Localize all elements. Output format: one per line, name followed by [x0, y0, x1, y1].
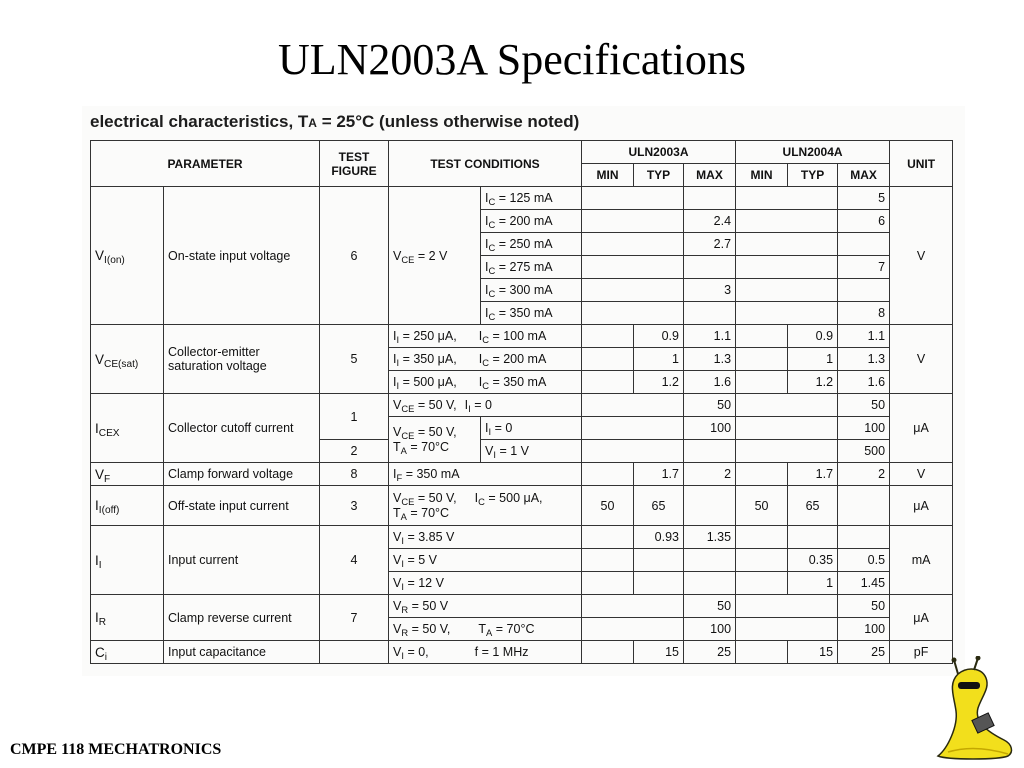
value-cell: 100	[684, 618, 736, 641]
header-typ: TYP	[634, 164, 684, 187]
value-cell: 1.45	[838, 572, 890, 595]
value-cell: 50	[684, 394, 736, 417]
course-footer: CMPE 118 MECHATRONICS	[10, 741, 222, 758]
header-uln2004a: ULN2004A	[736, 141, 890, 164]
header-max: MAX	[838, 164, 890, 187]
test-condition: $V_{CE} = 2$ V	[389, 187, 481, 325]
value-cell: 1	[634, 348, 684, 371]
test-condition: $V_I = 3.85$ V	[389, 526, 582, 549]
test-figure: 6	[320, 187, 389, 325]
param-description: Collector-emitter saturation voltage	[164, 325, 320, 394]
param-description: Clamp reverse current	[164, 595, 320, 641]
value-cell: 1.2	[788, 371, 838, 394]
unit-cell: V	[890, 325, 953, 394]
value-cell: 500	[838, 440, 890, 463]
param-symbol: $I_{I(off)}$	[91, 486, 164, 526]
table-row	[91, 641, 953, 664]
value-cell	[684, 549, 736, 572]
test-condition: $V_R = 50$ V	[389, 595, 582, 618]
value-cell	[684, 302, 736, 325]
table-row	[91, 325, 953, 348]
value-cell	[634, 549, 684, 572]
spec-table	[90, 140, 953, 664]
test-condition: $V_I = 5$ V	[389, 549, 582, 572]
value-cell: 1	[788, 348, 838, 371]
test-condition: $V_{CE} = 50$ V, $I_C = 500$ μA, $T_A = 70^\circ C$	[389, 486, 582, 526]
test-condition: $I_C = 300$ mA	[481, 279, 582, 302]
test-figure: 1	[320, 394, 389, 440]
value-cell: 1	[788, 572, 838, 595]
value-cell	[684, 187, 736, 210]
test-figure: 2	[320, 440, 389, 463]
value-cell: 2.4	[684, 210, 736, 233]
param-symbol: $I_I$	[91, 526, 164, 595]
header-unit: UNIT	[890, 141, 953, 187]
test-condition: $I_C = 275$ mA	[481, 256, 582, 279]
value-cell: 50	[582, 486, 634, 526]
unit-cell: V	[890, 463, 953, 486]
table-caption: electrical characteristics, TA = 25°C (unless otherwise noted)	[90, 112, 580, 131]
value-cell: 1.2	[634, 371, 684, 394]
test-condition: $I_C = 125$ mA	[481, 187, 582, 210]
test-condition: $I_C = 350$ mA	[481, 302, 582, 325]
header-test-conditions: TEST CONDITIONS	[389, 141, 582, 187]
value-cell: 2	[684, 463, 736, 486]
table-row	[91, 595, 953, 618]
value-cell: 1.1	[684, 325, 736, 348]
table-row	[91, 463, 953, 486]
value-cell	[838, 526, 890, 549]
test-condition: $I_I = 0$	[481, 417, 582, 440]
value-cell: 65	[788, 486, 838, 526]
table-row	[91, 486, 953, 526]
header-max: MAX	[684, 164, 736, 187]
value-cell	[838, 279, 890, 302]
param-symbol: $I_{CEX}$	[91, 394, 164, 463]
param-symbol: $C_i$	[91, 641, 164, 664]
value-cell	[684, 572, 736, 595]
value-cell: 25	[838, 641, 890, 664]
value-cell: 1.7	[634, 463, 684, 486]
unit-cell: V	[890, 187, 953, 325]
test-condition: $I_I = 250$ μA, $I_C = 100$ mA	[389, 325, 582, 348]
value-cell: 1.35	[684, 526, 736, 549]
test-condition: $I_F = 350$ mA	[389, 463, 582, 486]
value-cell: 15	[634, 641, 684, 664]
test-condition: $I_C = 200$ mA	[481, 210, 582, 233]
test-condition: $V_I = 0$, f = 1 MHz	[389, 641, 582, 664]
value-cell: 6	[838, 210, 890, 233]
value-cell: 7	[838, 256, 890, 279]
value-cell: 8	[838, 302, 890, 325]
value-cell	[684, 256, 736, 279]
param-description: Collector cutoff current	[164, 394, 320, 463]
header-min: MIN	[582, 164, 634, 187]
slide-title: ULN2003A Specifications	[277, 35, 747, 84]
param-symbol: $V_{I(on)}$	[91, 187, 164, 325]
test-condition: $I_I = 500$ μA, $I_C = 350$ mA	[389, 371, 582, 394]
test-condition: $V_I = 12$ V	[389, 572, 582, 595]
unit-cell: mA	[890, 526, 953, 595]
unit-cell: pF	[890, 641, 953, 664]
datasheet-scan	[82, 106, 965, 676]
test-condition: $V_{CE} = 50$ V, $I_I = 0$	[389, 394, 582, 417]
unit-cell: μA	[890, 595, 953, 641]
test-condition: $V_I = 1$ V	[481, 440, 582, 463]
value-cell: 1.6	[838, 371, 890, 394]
test-figure: 7	[320, 595, 389, 641]
value-cell: 1.7	[788, 463, 838, 486]
value-cell: 50	[838, 595, 890, 618]
value-cell: 100	[838, 417, 890, 440]
header-test-figure: TEST FIGURE	[320, 141, 389, 187]
param-description: On-state input voltage	[164, 187, 320, 325]
test-condition: $I_I = 350$ μA, $I_C = 200$ mA	[389, 348, 582, 371]
header-parameter: PARAMETER	[91, 141, 320, 187]
value-cell: 0.5	[838, 549, 890, 572]
value-cell	[788, 526, 838, 549]
value-cell: 100	[684, 417, 736, 440]
value-cell: 50	[684, 595, 736, 618]
value-cell: 50	[838, 394, 890, 417]
test-figure: 8	[320, 463, 389, 486]
value-cell: 25	[684, 641, 736, 664]
unit-cell: μA	[890, 486, 953, 526]
test-figure: 3	[320, 486, 389, 526]
test-figure: 4	[320, 526, 389, 595]
value-cell: 15	[788, 641, 838, 664]
param-symbol: $V_{CE(sat)}$	[91, 325, 164, 394]
value-cell	[838, 233, 890, 256]
value-cell: 1.3	[838, 348, 890, 371]
value-cell: 0.9	[634, 325, 684, 348]
param-description: Input capacitance	[164, 641, 320, 664]
value-cell: 1.6	[684, 371, 736, 394]
value-cell: 0.93	[634, 526, 684, 549]
value-cell: 0.9	[788, 325, 838, 348]
param-symbol: $V_F$	[91, 463, 164, 486]
value-cell: 5	[838, 187, 890, 210]
test-condition: $V_R = 50$ V, $T_A = 70^\circ C$	[389, 618, 582, 641]
value-cell: 2.7	[684, 233, 736, 256]
table-row	[91, 394, 953, 417]
value-cell: 3	[684, 279, 736, 302]
value-cell: 2	[838, 463, 890, 486]
banana-slug-mascot-icon	[928, 656, 1018, 762]
test-condition: $V_{CE} = 50$ V, $T_A = 70^\circ C$	[389, 417, 481, 463]
value-cell: 1.3	[684, 348, 736, 371]
test-condition: $I_C = 250$ mA	[481, 233, 582, 256]
value-cell: 100	[838, 618, 890, 641]
value-cell: 0.35	[788, 549, 838, 572]
value-cell	[634, 572, 684, 595]
header-typ: TYP	[788, 164, 838, 187]
table-row	[91, 526, 953, 549]
param-description: Input current	[164, 526, 320, 595]
value-cell: 1.1	[838, 325, 890, 348]
param-symbol: $I_R$	[91, 595, 164, 641]
value-cell: 50	[736, 486, 788, 526]
value-cell: 65	[634, 486, 684, 526]
param-description: Off-state input current	[164, 486, 320, 526]
value-cell	[684, 440, 736, 463]
test-figure: 5	[320, 325, 389, 394]
unit-cell: μA	[890, 394, 953, 463]
table-row	[91, 187, 953, 210]
header-min: MIN	[736, 164, 788, 187]
param-description: Clamp forward voltage	[164, 463, 320, 486]
header-uln2003a: ULN2003A	[582, 141, 736, 164]
header-row	[91, 141, 953, 164]
